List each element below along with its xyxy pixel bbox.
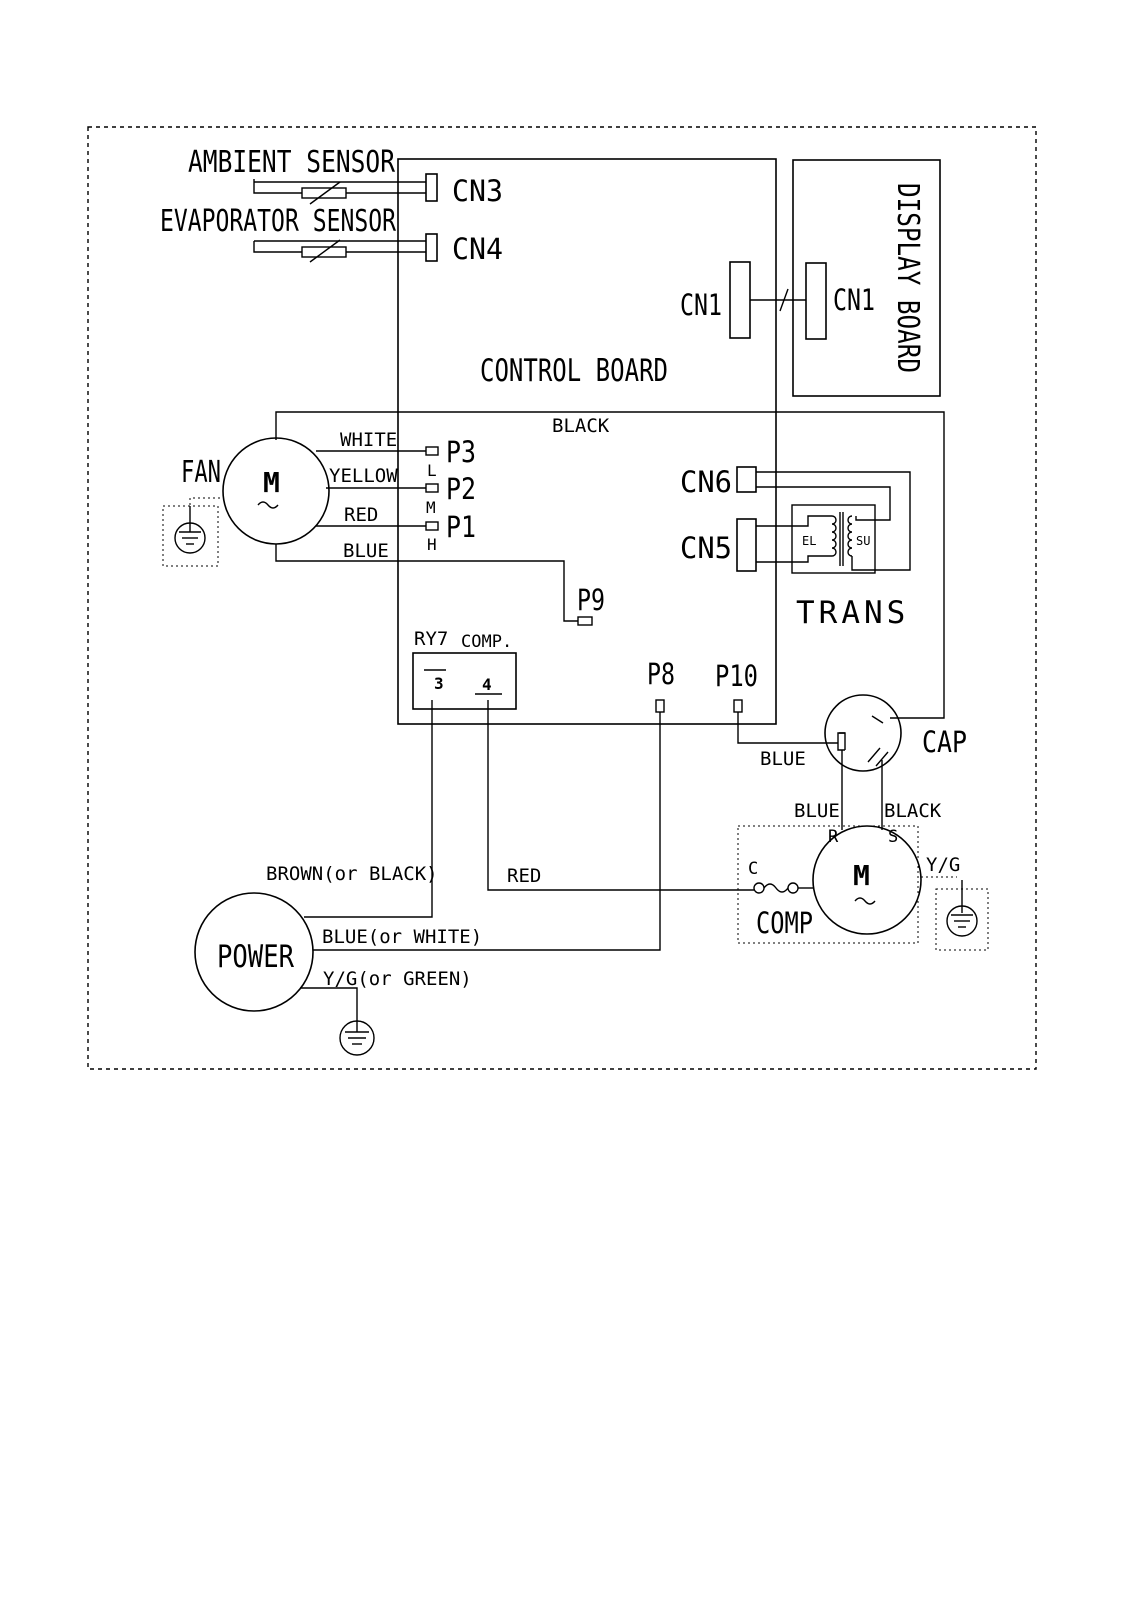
relay-terminal-a: 3 <box>434 674 444 693</box>
transformer-secondary-label: SU <box>856 534 871 548</box>
relay-box <box>413 653 516 709</box>
ambient-sensor-thermistor-icon <box>254 179 426 204</box>
control-board-label: CONTROL BOARD <box>480 353 668 389</box>
compressor-terminal-r: R <box>828 827 839 847</box>
p10-pin <box>734 700 742 712</box>
fan-motor-ac-icon <box>258 502 278 508</box>
compressor-motor-symbol: M <box>853 859 870 892</box>
p10-label: P10 <box>715 659 758 693</box>
p9-pin <box>578 617 592 625</box>
p1-label: P1 <box>446 510 476 544</box>
fan-ground-icon <box>175 506 205 553</box>
cn6-connector <box>737 467 756 492</box>
cn5-label: CN5 <box>680 531 732 565</box>
compressor-ground-wire-label: Y/G <box>926 854 961 876</box>
p8-label: P8 <box>647 657 675 691</box>
fan-label: FAN <box>181 455 221 490</box>
black-wire <box>276 412 944 718</box>
ambient-sensor-label: AMBIENT SENSOR <box>188 145 396 180</box>
relay-function-label: COMP. <box>461 632 513 652</box>
power-wire-ground-label: Y/G(or GREEN) <box>323 968 472 990</box>
capacitor-wire-black-s-label: BLACK <box>884 800 942 822</box>
cn3-connector <box>426 174 437 201</box>
capacitor-terminals-icon <box>838 716 888 766</box>
capacitor-label: CAP <box>922 725 967 759</box>
cn1-control-label: CN1 <box>680 288 722 322</box>
power-wire-blue-label: BLUE(or WHITE) <box>322 926 483 948</box>
speed-medium-label: M <box>426 498 436 517</box>
relay-name-label: RY7 <box>414 628 449 650</box>
p3-label: P3 <box>446 435 476 469</box>
p8-pin <box>656 700 664 712</box>
fan-motor-symbol: M <box>263 466 280 499</box>
transformer-coil-icon <box>832 512 852 566</box>
relay-terminal-b: 4 <box>482 675 492 694</box>
p3-pin <box>426 447 438 455</box>
fan-wire-white-label: WHITE <box>340 429 398 451</box>
power-wire-brown-label: BROWN(or BLACK) <box>266 863 438 885</box>
cn1-display-label: CN1 <box>833 283 875 317</box>
p2-label: P2 <box>446 472 476 506</box>
compressor-ground-icon <box>947 880 977 936</box>
compressor-label: COMP <box>756 906 813 940</box>
cn1-control-connector <box>730 262 750 338</box>
power-ground-icon <box>340 1021 374 1055</box>
black-wire-label: BLACK <box>552 415 610 437</box>
fan-wire-red-label: RED <box>344 504 379 526</box>
evaporator-sensor-thermistor-icon <box>254 240 426 262</box>
p9-label: P9 <box>577 583 605 617</box>
cn5-connector <box>737 519 756 571</box>
overload-protector-icon <box>754 883 813 893</box>
capacitor-wire-blue-r-label: BLUE <box>794 800 840 822</box>
capacitor-wire-blue-p10-label: BLUE <box>760 748 806 770</box>
display-board-label: DISPLAY BOARD <box>890 183 925 418</box>
power-label: POWER <box>217 939 295 975</box>
compressor-ac-icon <box>855 898 875 904</box>
compressor-terminal-s: S <box>888 827 899 847</box>
p1-pin <box>426 522 438 530</box>
compressor-wire-red-label: RED <box>507 865 542 887</box>
fan-wire-yellow-label: YELLOW <box>329 465 398 487</box>
cn3-label: CN3 <box>452 174 503 208</box>
evaporator-sensor-label: EVAPORATOR SENSOR <box>160 204 397 239</box>
speed-low-label: L <box>427 461 437 480</box>
compressor-terminal-c: C <box>748 859 759 879</box>
fan-wire-blue-label: BLUE <box>343 540 389 562</box>
cn1-display-connector <box>806 263 826 339</box>
cn4-connector <box>426 234 437 261</box>
capacitor-circle <box>825 695 901 771</box>
transformer-primary-label: EL <box>802 534 817 548</box>
p2-pin <box>426 484 438 492</box>
cn4-label: CN4 <box>452 232 503 266</box>
speed-high-label: H <box>427 535 437 554</box>
cn6-label: CN6 <box>680 465 732 499</box>
transformer-label: TRANS <box>796 595 910 631</box>
